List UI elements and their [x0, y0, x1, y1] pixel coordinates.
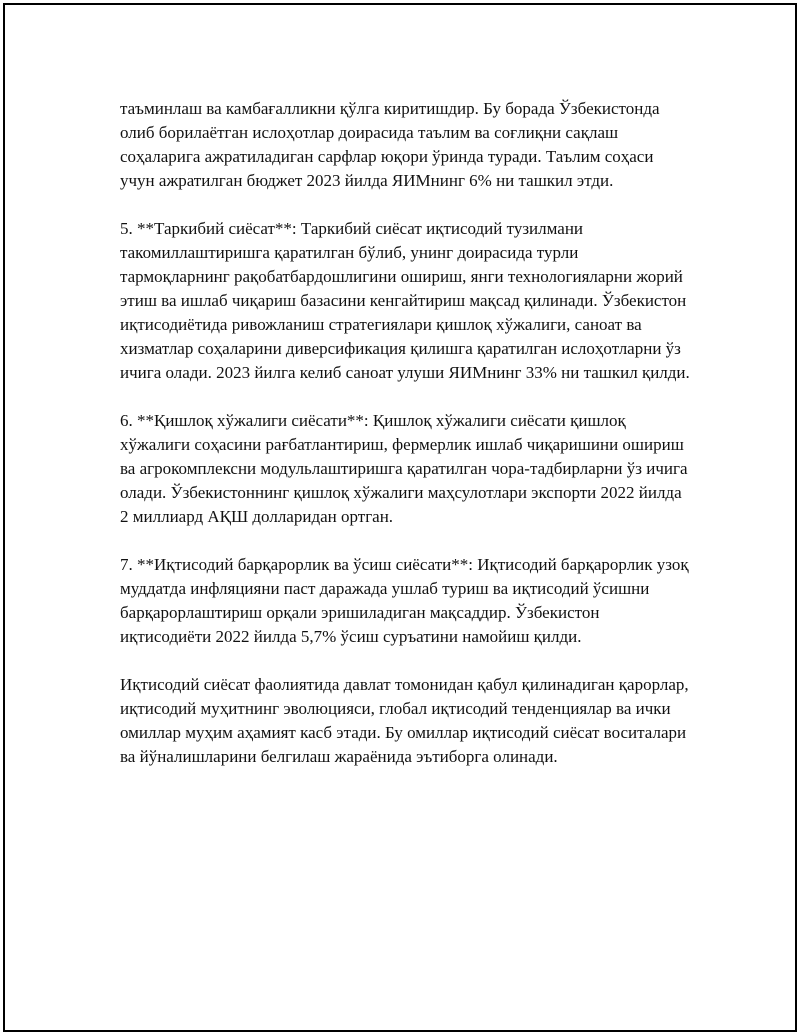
paragraph-structural-policy: 5. **Таркибий сиёсат**: Таркибий сиёсат иқтисодий тузилмани такомиллаштиришга қаратилган бўлиб, унинг доирасида турли тармоқларнинг рақобатбардошлигини ошириш, янги технологияларни жорий этиш ва ишлаб чиқариш базасини кенгайтириш мақсад қилинади. Ўзбекистон иқтисодиётида ривожланиш стратегиялари қишлоқ хўжалиги, саноат ва хизматлар соҳаларини диверсификация қилишга қаратилган ислоҳотларни ўз ичига олади. 2023 йилга келиб саноат улуши ЯИМнинг 33% ни ташкил қилди. — [120, 219, 690, 382]
document-body — [120, 97, 690, 793]
page-frame — [3, 3, 797, 1032]
paragraph-intro-continuation: таъминлаш ва камбағалликни қўлга киритишдир. Бу борада Ўзбекистонда олиб борилаётган ислоҳотлар доирасида таълим ва соғлиқни сақлаш соҳаларига ажратиладиган сарфлар юқори ўринда туради. Таълим соҳаси учун ажратилган бюджет 2023 йилда ЯИМнинг 6% ни ташкил этди. — [120, 99, 660, 190]
paragraph-conclusion: Иқтисодий сиёсат фаолиятида давлат томонидан қабул қилинадиган қарорлар, иқтисодий муҳитнинг эволюцияси, глобал иқтисодий тенденциялар ва ички омиллар муҳим аҳамият касб этади. Бу омиллар иқтисодий сиёсат воситалари ва йўналишларини белгилаш жараёнида эътиборга олинади. — [120, 675, 689, 766]
paragraph-stability-growth-policy: 7. **Иқтисодий барқарорлик ва ўсиш сиёсати**: Иқтисодий барқарорлик узоқ муддатда инфляцияни паст даражада ушлаб туриш ва иқтисодий ўсишни барқарорлаштириш орқали эришиладиган мақсаддир. Ўзбекистон иқтисодиёти 2022 йилда 5,7% ўсиш суръатини намойиш қилди. — [120, 555, 689, 646]
paragraph-agricultural-policy: 6. **Қишлоқ хўжалиги сиёсати**: Қишлоқ хўжалиги сиёсати қишлоқ хўжалиги соҳасини рағбатлантириш, фермерлик ишлаб чиқаришини ошириш ва агрокомплексни модульлаштиришга қаратилган чора-тадбирларни ўз ичига олади. Ўзбекистоннинг қишлоқ хўжалиги маҳсулотлари экспорти 2022 йилда 2 миллиард АҚШ долларидан ортган. — [120, 411, 688, 526]
